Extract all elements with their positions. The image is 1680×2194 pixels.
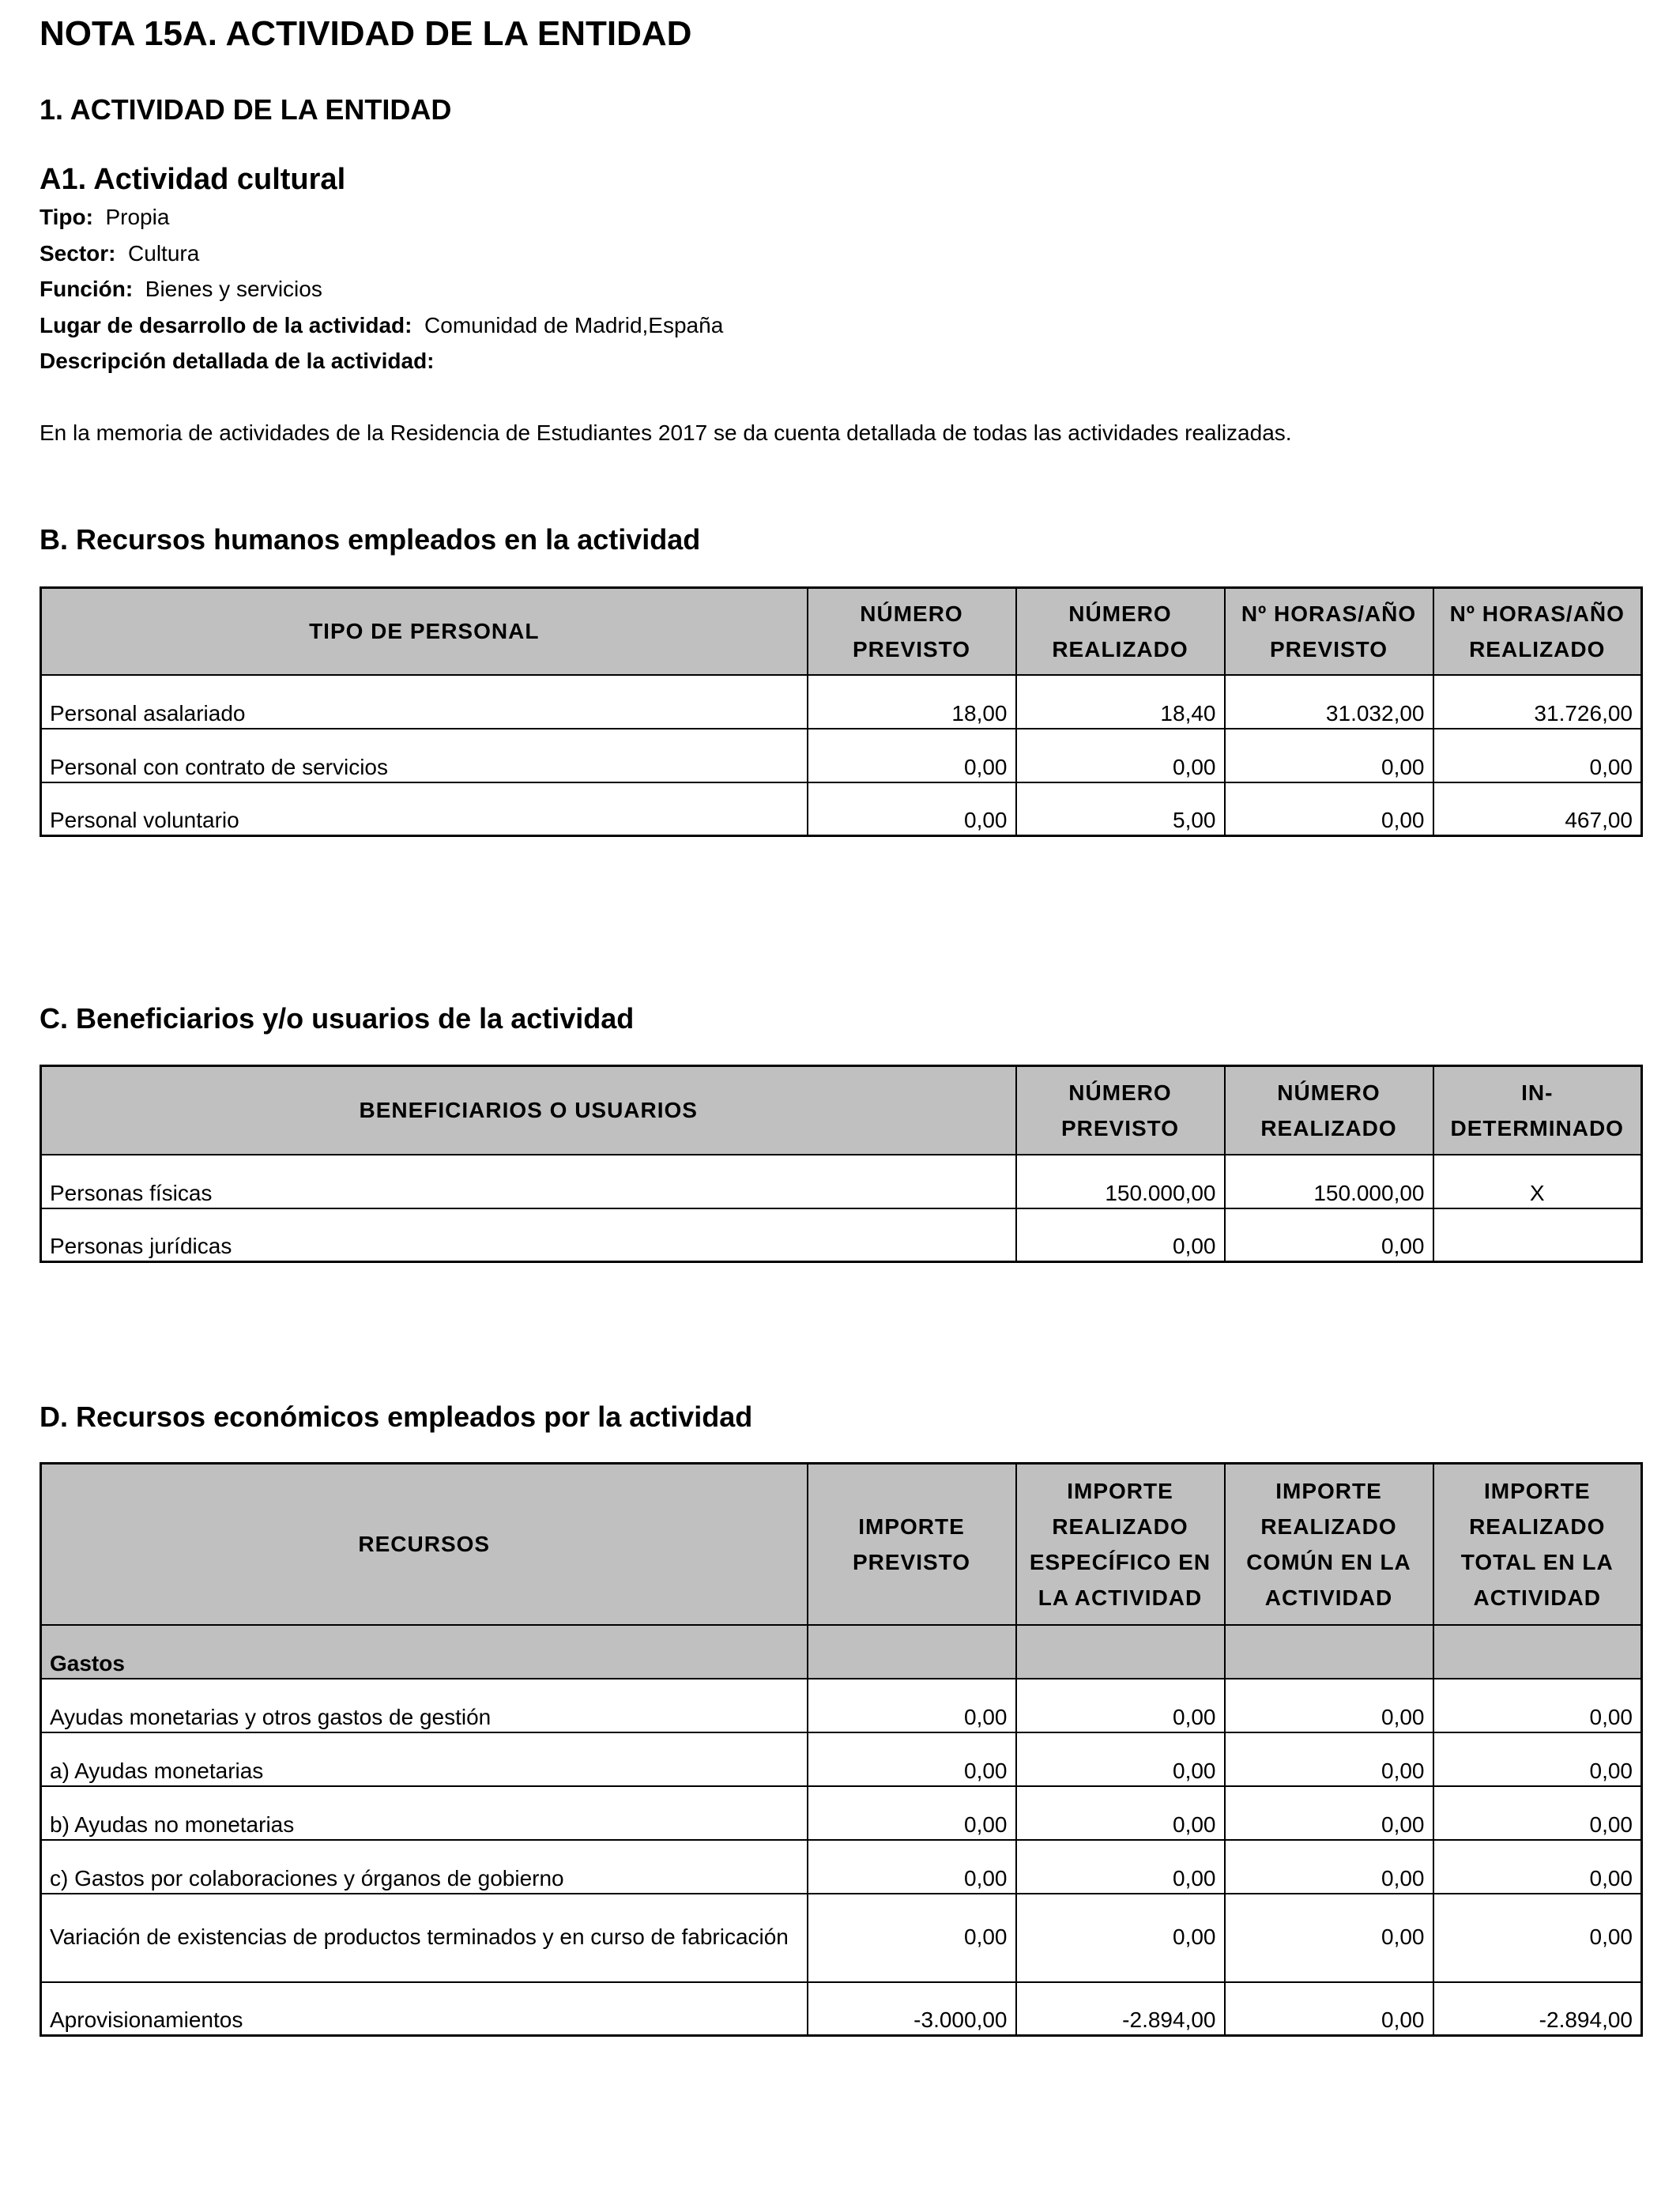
column-header: Nº HORAS/AÑO REALIZADO xyxy=(1433,588,1642,675)
column-header: NÚMERO PREVISTO xyxy=(808,588,1016,675)
cell-value: -3.000,00 xyxy=(808,1982,1016,2036)
meta-lugar xyxy=(40,313,723,338)
meta-tipo-label: Tipo: xyxy=(40,205,93,229)
cell-value: 31.726,00 xyxy=(1433,675,1642,729)
row-label: c) Gastos por colaboraciones y órganos de gobierno xyxy=(41,1840,808,1894)
cell-value: 0,00 xyxy=(1433,1786,1642,1840)
meta-sector xyxy=(40,241,199,266)
meta-funcion-value: Bienes y servicios xyxy=(145,277,322,301)
human-resources-table xyxy=(40,586,1643,837)
cell-value: -2.894,00 xyxy=(1433,1982,1642,2036)
column-header: NÚMERO REALIZADO xyxy=(1016,588,1225,675)
cell-value: 150.000,00 xyxy=(1016,1155,1225,1208)
cell-value: 0,00 xyxy=(1016,1840,1225,1894)
meta-funcion-label: Función: xyxy=(40,277,134,301)
row-label: Personas físicas xyxy=(41,1155,1016,1208)
cell-value: 0,00 xyxy=(1225,1679,1433,1732)
column-header: NÚMERO REALIZADO xyxy=(1225,1066,1433,1155)
cell-value: 0,00 xyxy=(1016,1894,1225,1982)
row-label: Ayudas monetarias y otros gastos de gestión xyxy=(41,1679,808,1732)
cell-value: X xyxy=(1433,1155,1642,1208)
table-row xyxy=(41,1982,1642,2036)
meta-descripcion xyxy=(40,349,435,374)
cell-value: 0,00 xyxy=(1225,782,1433,836)
empty-cell xyxy=(1433,1625,1642,1679)
economic-resources-table xyxy=(40,1462,1643,2037)
cell-value: 0,00 xyxy=(1016,1786,1225,1840)
cell-value: 0,00 xyxy=(808,729,1016,782)
cell-value: 0,00 xyxy=(1016,729,1225,782)
cell-value: 0,00 xyxy=(1433,1679,1642,1732)
activity-description: En la memoria de actividades de la Residencia de Estudiantes 2017 se da cuenta detallada de todas las actividades realizadas. xyxy=(40,420,1292,445)
meta-lugar-label: Lugar de desarrollo de la actividad: xyxy=(40,313,412,337)
meta-tipo xyxy=(40,205,169,230)
meta-sector-value: Cultura xyxy=(128,241,200,266)
cell-value: 0,00 xyxy=(1225,1982,1433,2036)
cell-value: -2.894,00 xyxy=(1016,1982,1225,2036)
cell-value: 31.032,00 xyxy=(1225,675,1433,729)
table-row xyxy=(41,782,1642,836)
cell-value: 0,00 xyxy=(808,1786,1016,1840)
table-header-row xyxy=(41,1066,1642,1155)
group-row-gastos xyxy=(41,1625,1642,1679)
cell-value: 0,00 xyxy=(808,1679,1016,1732)
row-label: b) Ayudas no monetarias xyxy=(41,1786,808,1840)
table-row xyxy=(41,675,1642,729)
column-header: BENEFICIARIOS O USUARIOS xyxy=(41,1066,1016,1155)
cell-value: 467,00 xyxy=(1433,782,1642,836)
section-b-title: B. Recursos humanos empleados en la actividad xyxy=(40,523,701,556)
cell-value: 0,00 xyxy=(1433,1732,1642,1786)
empty-cell xyxy=(1225,1625,1433,1679)
cell-value: 0,00 xyxy=(1225,729,1433,782)
meta-tipo-value: Propia xyxy=(105,205,170,229)
cell-value: 0,00 xyxy=(808,782,1016,836)
row-label: a) Ayudas monetarias xyxy=(41,1732,808,1786)
column-header: IN- DETERMINADO xyxy=(1433,1066,1642,1155)
cell-value: 0,00 xyxy=(1225,1786,1433,1840)
cell-value: 0,00 xyxy=(1225,1894,1433,1982)
table-row xyxy=(41,1679,1642,1732)
cell-value: 0,00 xyxy=(1016,1679,1225,1732)
column-header: IMPORTE REALIZADO COMÚN EN LA ACTIVIDAD xyxy=(1225,1464,1433,1625)
meta-lugar-value: Comunidad de Madrid,España xyxy=(424,313,724,337)
cell-value: 0,00 xyxy=(1433,1894,1642,1982)
table-header-row xyxy=(41,588,1642,675)
row-label: Aprovisionamientos xyxy=(41,1982,808,2036)
cell-value xyxy=(1433,1208,1642,1262)
column-header: Nº HORAS/AÑO PREVISTO xyxy=(1225,588,1433,675)
table-row xyxy=(41,1732,1642,1786)
table-row xyxy=(41,729,1642,782)
row-label: Personal con contrato de servicios xyxy=(41,729,808,782)
cell-value: 0,00 xyxy=(1433,1840,1642,1894)
column-header: NÚMERO PREVISTO xyxy=(1016,1066,1225,1155)
empty-cell xyxy=(1016,1625,1225,1679)
cell-value: 0,00 xyxy=(1225,1732,1433,1786)
cell-value: 0,00 xyxy=(1225,1840,1433,1894)
meta-funcion xyxy=(40,277,322,302)
row-label: Personal asalariado xyxy=(41,675,808,729)
column-header: TIPO DE PERSONAL xyxy=(41,588,808,675)
column-header: RECURSOS xyxy=(41,1464,808,1625)
cell-value: 0,00 xyxy=(1433,729,1642,782)
column-header: IMPORTE PREVISTO xyxy=(808,1464,1016,1625)
row-label: Personal voluntario xyxy=(41,782,808,836)
table-row xyxy=(41,1208,1642,1262)
row-label: Variación de existencias de productos terminados y en curso de fabricación xyxy=(41,1894,808,1982)
meta-sector-label: Sector: xyxy=(40,241,116,266)
table-header-row xyxy=(41,1464,1642,1625)
cell-value: 0,00 xyxy=(1016,1208,1225,1262)
row-label: Personas jurídicas xyxy=(41,1208,1016,1262)
section-c-title: C. Beneficiarios y/o usuarios de la actividad xyxy=(40,1002,635,1035)
page-title: NOTA 15A. ACTIVIDAD DE LA ENTIDAD xyxy=(40,14,692,53)
table-row xyxy=(41,1894,1642,1982)
column-header: IMPORTE REALIZADO ESPECÍFICO EN LA ACTIVIDAD xyxy=(1016,1464,1225,1625)
cell-value: 0,00 xyxy=(808,1894,1016,1982)
cell-value: 0,00 xyxy=(808,1840,1016,1894)
cell-value: 0,00 xyxy=(1225,1208,1433,1262)
table-row xyxy=(41,1786,1642,1840)
section-1-title: 1. ACTIVIDAD DE LA ENTIDAD xyxy=(40,93,452,126)
cell-value: 5,00 xyxy=(1016,782,1225,836)
column-header: IMPORTE REALIZADO TOTAL EN LA ACTIVIDAD xyxy=(1433,1464,1642,1625)
activity-title: A1. Actividad cultural xyxy=(40,163,346,196)
cell-value: 18,00 xyxy=(808,675,1016,729)
table-row xyxy=(41,1840,1642,1894)
meta-descripcion-label: Descripción detallada de la actividad: xyxy=(40,349,435,373)
section-d-title: D. Recursos económicos empleados por la actividad xyxy=(40,1400,753,1433)
empty-cell xyxy=(808,1625,1016,1679)
group-label: Gastos xyxy=(41,1625,808,1679)
beneficiaries-table xyxy=(40,1065,1643,1263)
cell-value: 0,00 xyxy=(808,1732,1016,1786)
cell-value: 0,00 xyxy=(1016,1732,1225,1786)
table-row xyxy=(41,1155,1642,1208)
cell-value: 150.000,00 xyxy=(1225,1155,1433,1208)
cell-value: 18,40 xyxy=(1016,675,1225,729)
